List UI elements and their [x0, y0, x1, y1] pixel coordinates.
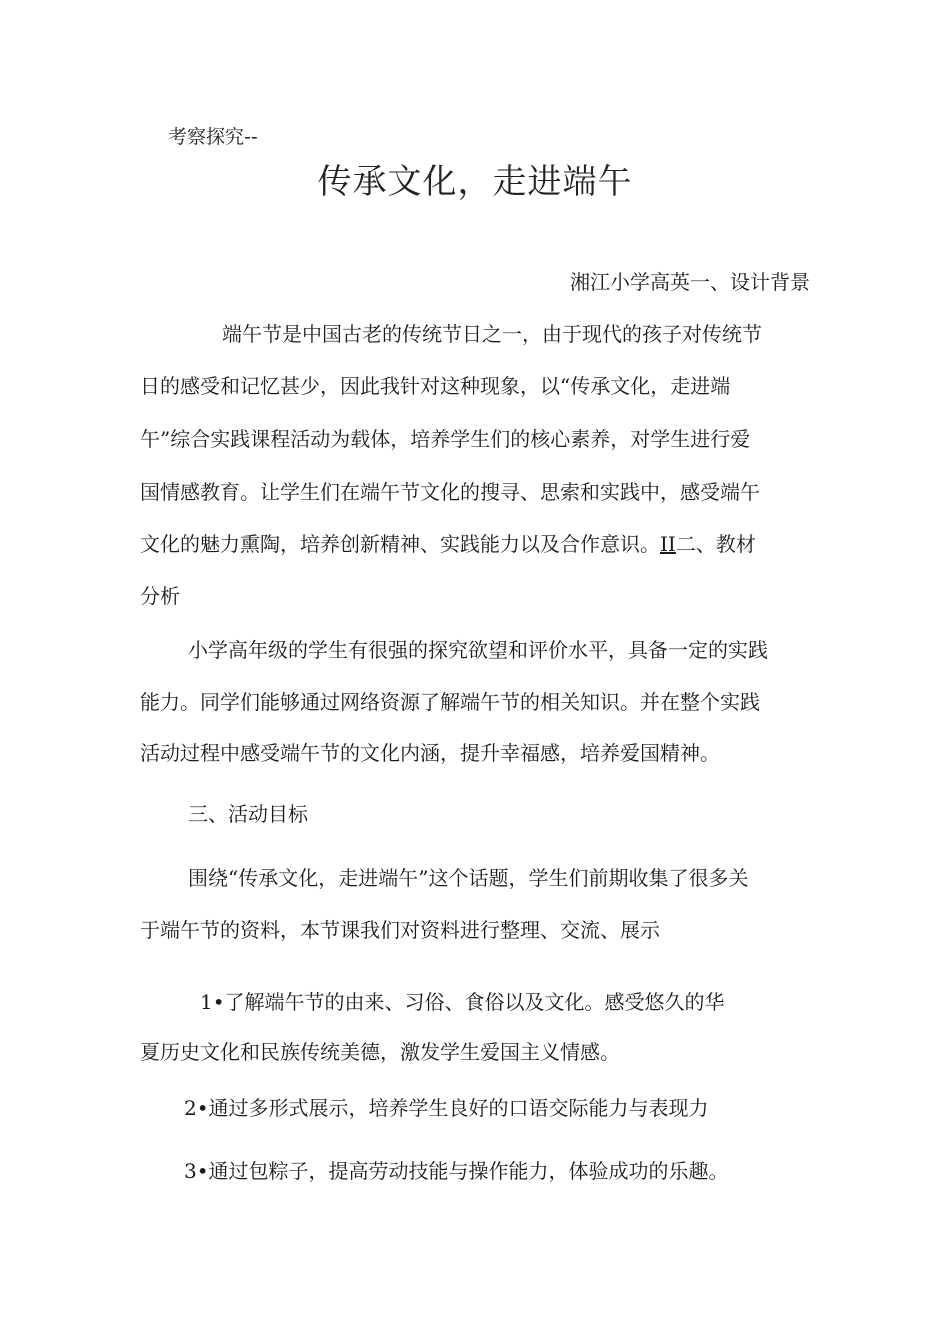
- school-and-section-heading: 湘江小学高英一、设计背景: [570, 270, 810, 294]
- para1-line5: [140, 528, 756, 557]
- para1-line4: 国情感教育。让学生们在端午节文化的搜寻、思索和实践中，感受端午: [140, 480, 760, 504]
- page-title: 传承文化，走进端午: [317, 162, 633, 202]
- para1-line3: 午”综合实践课程活动为载体，培养学生们的核心素养，对学生进行爱: [140, 427, 751, 451]
- section2-heading-end: 分析: [140, 584, 180, 608]
- section3-heading: 三、活动目标: [188, 802, 308, 826]
- para3-line1: 围绕“传承文化，走进端午”这个话题，学生们前期收集了很多关: [188, 866, 749, 890]
- section2-heading-start: 二、教材: [675, 532, 756, 556]
- para2-line2: 能力。同学们能够通过网络资源了解端午节的相关知识。并在整个实践: [140, 690, 760, 714]
- kicker-text: 考察探究--: [168, 126, 258, 148]
- para1-line5-mark: II: [660, 532, 676, 556]
- para1-line5-text: 文化的魅力熏陶，培养创新精神、实践能力以及合作意识。: [140, 532, 660, 556]
- goal3: 3•通过包粽子，提高劳动技能与操作能力，体验成功的乐趣。: [184, 1159, 729, 1183]
- para2-line1: 小学高年级的学生有很强的探究欲望和评价水平，具备一定的实践: [188, 638, 768, 662]
- goal1-line1: 1•了解端午节的由来、习俗、食俗以及文化。感受悠久的华: [200, 990, 725, 1014]
- para3-line2: 于端午节的资料，本节课我们对资料进行整理、交流、展示: [140, 918, 660, 942]
- goal2: 2•通过多形式展示，培养学生良好的口语交际能力与表现力: [184, 1096, 709, 1120]
- para1-line2: 日的感受和记忆甚少，因此我针对这种现象，以“传承文化，走进端: [140, 374, 731, 398]
- para1-line1: 端午节是中国古老的传统节日之一，由于现代的孩子对传统节: [222, 322, 762, 346]
- para2-line3: 活动过程中感受端午节的文化内涵，提升幸福感，培养爱国精神。: [140, 741, 720, 765]
- goal1-line2: 夏历史文化和民族传统美德，激发学生爱国主义情感。: [140, 1040, 620, 1064]
